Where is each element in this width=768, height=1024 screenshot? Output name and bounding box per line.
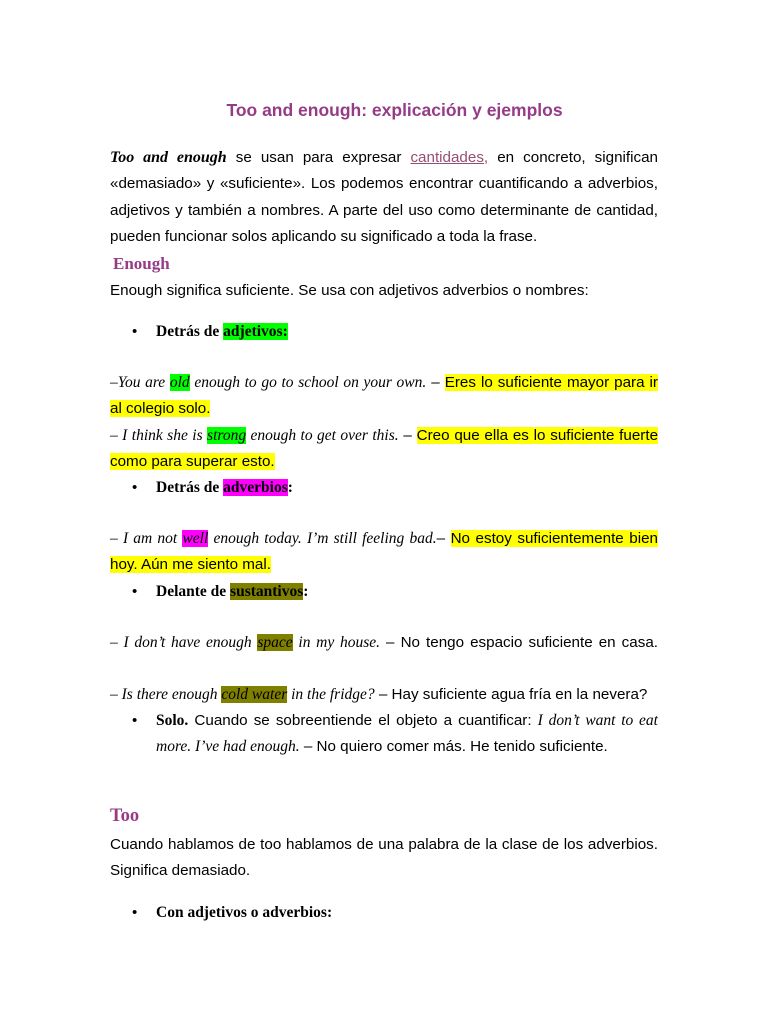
bullet-icon: • bbox=[132, 904, 138, 921]
example-translation: al colegio solo. bbox=[110, 400, 211, 417]
example-english: enough today. I’m still feeling bad. bbox=[208, 530, 437, 547]
example-line bbox=[110, 526, 658, 552]
highlighted-term: adjetivos: bbox=[223, 323, 288, 340]
example-noun-2 bbox=[110, 682, 658, 708]
example-english: in the fridge? bbox=[287, 686, 375, 703]
intro-text: en concreto, significan «demasiado» y «suficiente». Los podemos encontrar cuantificando a adverbios, adjetivos y también a nombres. A parte del uso como determinante de cantidad, pueden funcionar solos aplicando su significado a toda la frase. bbox=[110, 149, 659, 245]
example-english: – I think she is bbox=[110, 427, 208, 444]
example-english: in my house. bbox=[292, 634, 380, 651]
list-item-label: Detrás de bbox=[156, 479, 224, 496]
page-title: Too and enough: explicación y ejemplos bbox=[226, 100, 563, 120]
example-line bbox=[110, 630, 658, 656]
example-separator: – bbox=[374, 686, 392, 703]
highlighted-term: sustantivos bbox=[230, 583, 304, 600]
example-line bbox=[110, 449, 658, 475]
example-line bbox=[110, 552, 658, 578]
example-english: – Is there enough bbox=[110, 686, 222, 703]
list-item-label-colon: : bbox=[303, 583, 309, 600]
list-item-line bbox=[156, 708, 658, 734]
too-definition: Cuando hablamos de too hablamos de una palabra de la clase de los adverbios. Significa demasiado. bbox=[110, 836, 658, 879]
example-line bbox=[110, 396, 658, 422]
intro-paragraph bbox=[110, 145, 658, 250]
bullet-icon: • bbox=[132, 479, 138, 496]
enough-definition: Enough significa suficiente. Se usa con adjetivos adverbios o nombres: bbox=[110, 282, 589, 299]
list-item-alone bbox=[110, 708, 658, 760]
list-item-text: Cuando se sobreentiende el objeto a cuantificar: bbox=[188, 712, 538, 729]
example-translation: No estoy suficientemente bien bbox=[450, 530, 658, 547]
example-english: I don’t want to eat bbox=[537, 712, 658, 729]
list-item-label: Con adjetivos o adverbios: bbox=[156, 904, 333, 921]
highlighted-word: well bbox=[182, 530, 209, 547]
bullet-icon: • bbox=[132, 583, 138, 600]
example-translation: como para superar esto. bbox=[110, 453, 275, 470]
example-separator: – bbox=[299, 738, 317, 755]
bullet-icon: • bbox=[132, 323, 138, 340]
example-separator: – bbox=[379, 634, 401, 651]
bullet-icon: • bbox=[132, 712, 138, 729]
example-translation: hoy. Aún me siento mal. bbox=[110, 556, 271, 573]
example-line bbox=[110, 370, 658, 396]
example-adjective-1 bbox=[110, 370, 658, 422]
example-translation: No tengo espacio suficiente en casa. bbox=[400, 634, 658, 651]
highlighted-term: adverbios bbox=[223, 479, 288, 496]
intro-text: se usan para expresar bbox=[226, 149, 411, 166]
cantidades-link[interactable]: cantidades, bbox=[410, 149, 489, 166]
example-english: more. I’ve had enough. bbox=[156, 738, 300, 755]
example-english: enough to get over this. bbox=[246, 427, 399, 444]
example-line bbox=[110, 682, 658, 708]
section-heading-enough: Enough bbox=[113, 254, 170, 273]
example-english: – I am not bbox=[110, 530, 183, 547]
example-english: –You are bbox=[110, 374, 170, 391]
example-english: enough to go to school on your own. bbox=[189, 374, 427, 391]
list-item-label: Solo. bbox=[156, 712, 189, 729]
example-translation: Eres lo suficiente mayor para ir bbox=[444, 374, 658, 391]
example-translation: Hay suficiente agua fría en la nevera? bbox=[391, 686, 648, 703]
list-item-nouns bbox=[110, 579, 658, 605]
highlighted-word: cold water bbox=[221, 686, 288, 703]
list-item-label-colon: : bbox=[287, 479, 293, 496]
example-adverb-1 bbox=[110, 526, 658, 578]
list-item-too-adjectives-adverbs bbox=[110, 900, 658, 926]
list-item-adjectives bbox=[110, 319, 658, 345]
highlighted-word: space bbox=[257, 634, 293, 651]
example-noun-1 bbox=[110, 630, 658, 656]
intro-lead: Too and enough bbox=[110, 149, 227, 166]
example-translation: Creo que ella es lo suficiente fuerte bbox=[416, 427, 659, 444]
list-item-label: Detrás de bbox=[156, 323, 224, 340]
list-item-line bbox=[156, 734, 658, 760]
example-adjective-2 bbox=[110, 423, 658, 475]
example-translation: No quiero comer más. He tenido suficiente. bbox=[316, 738, 608, 755]
example-separator: – bbox=[436, 530, 451, 547]
highlighted-word: strong bbox=[207, 427, 247, 444]
list-item-adverbs bbox=[110, 475, 658, 501]
example-line bbox=[110, 423, 658, 449]
highlighted-word: old bbox=[169, 374, 190, 391]
section-heading-too: Too bbox=[110, 806, 140, 826]
example-separator: – bbox=[398, 427, 417, 444]
list-item-label: Delante de bbox=[156, 583, 231, 600]
example-english: – I don’t have enough bbox=[110, 634, 258, 651]
example-separator: – bbox=[426, 374, 445, 391]
